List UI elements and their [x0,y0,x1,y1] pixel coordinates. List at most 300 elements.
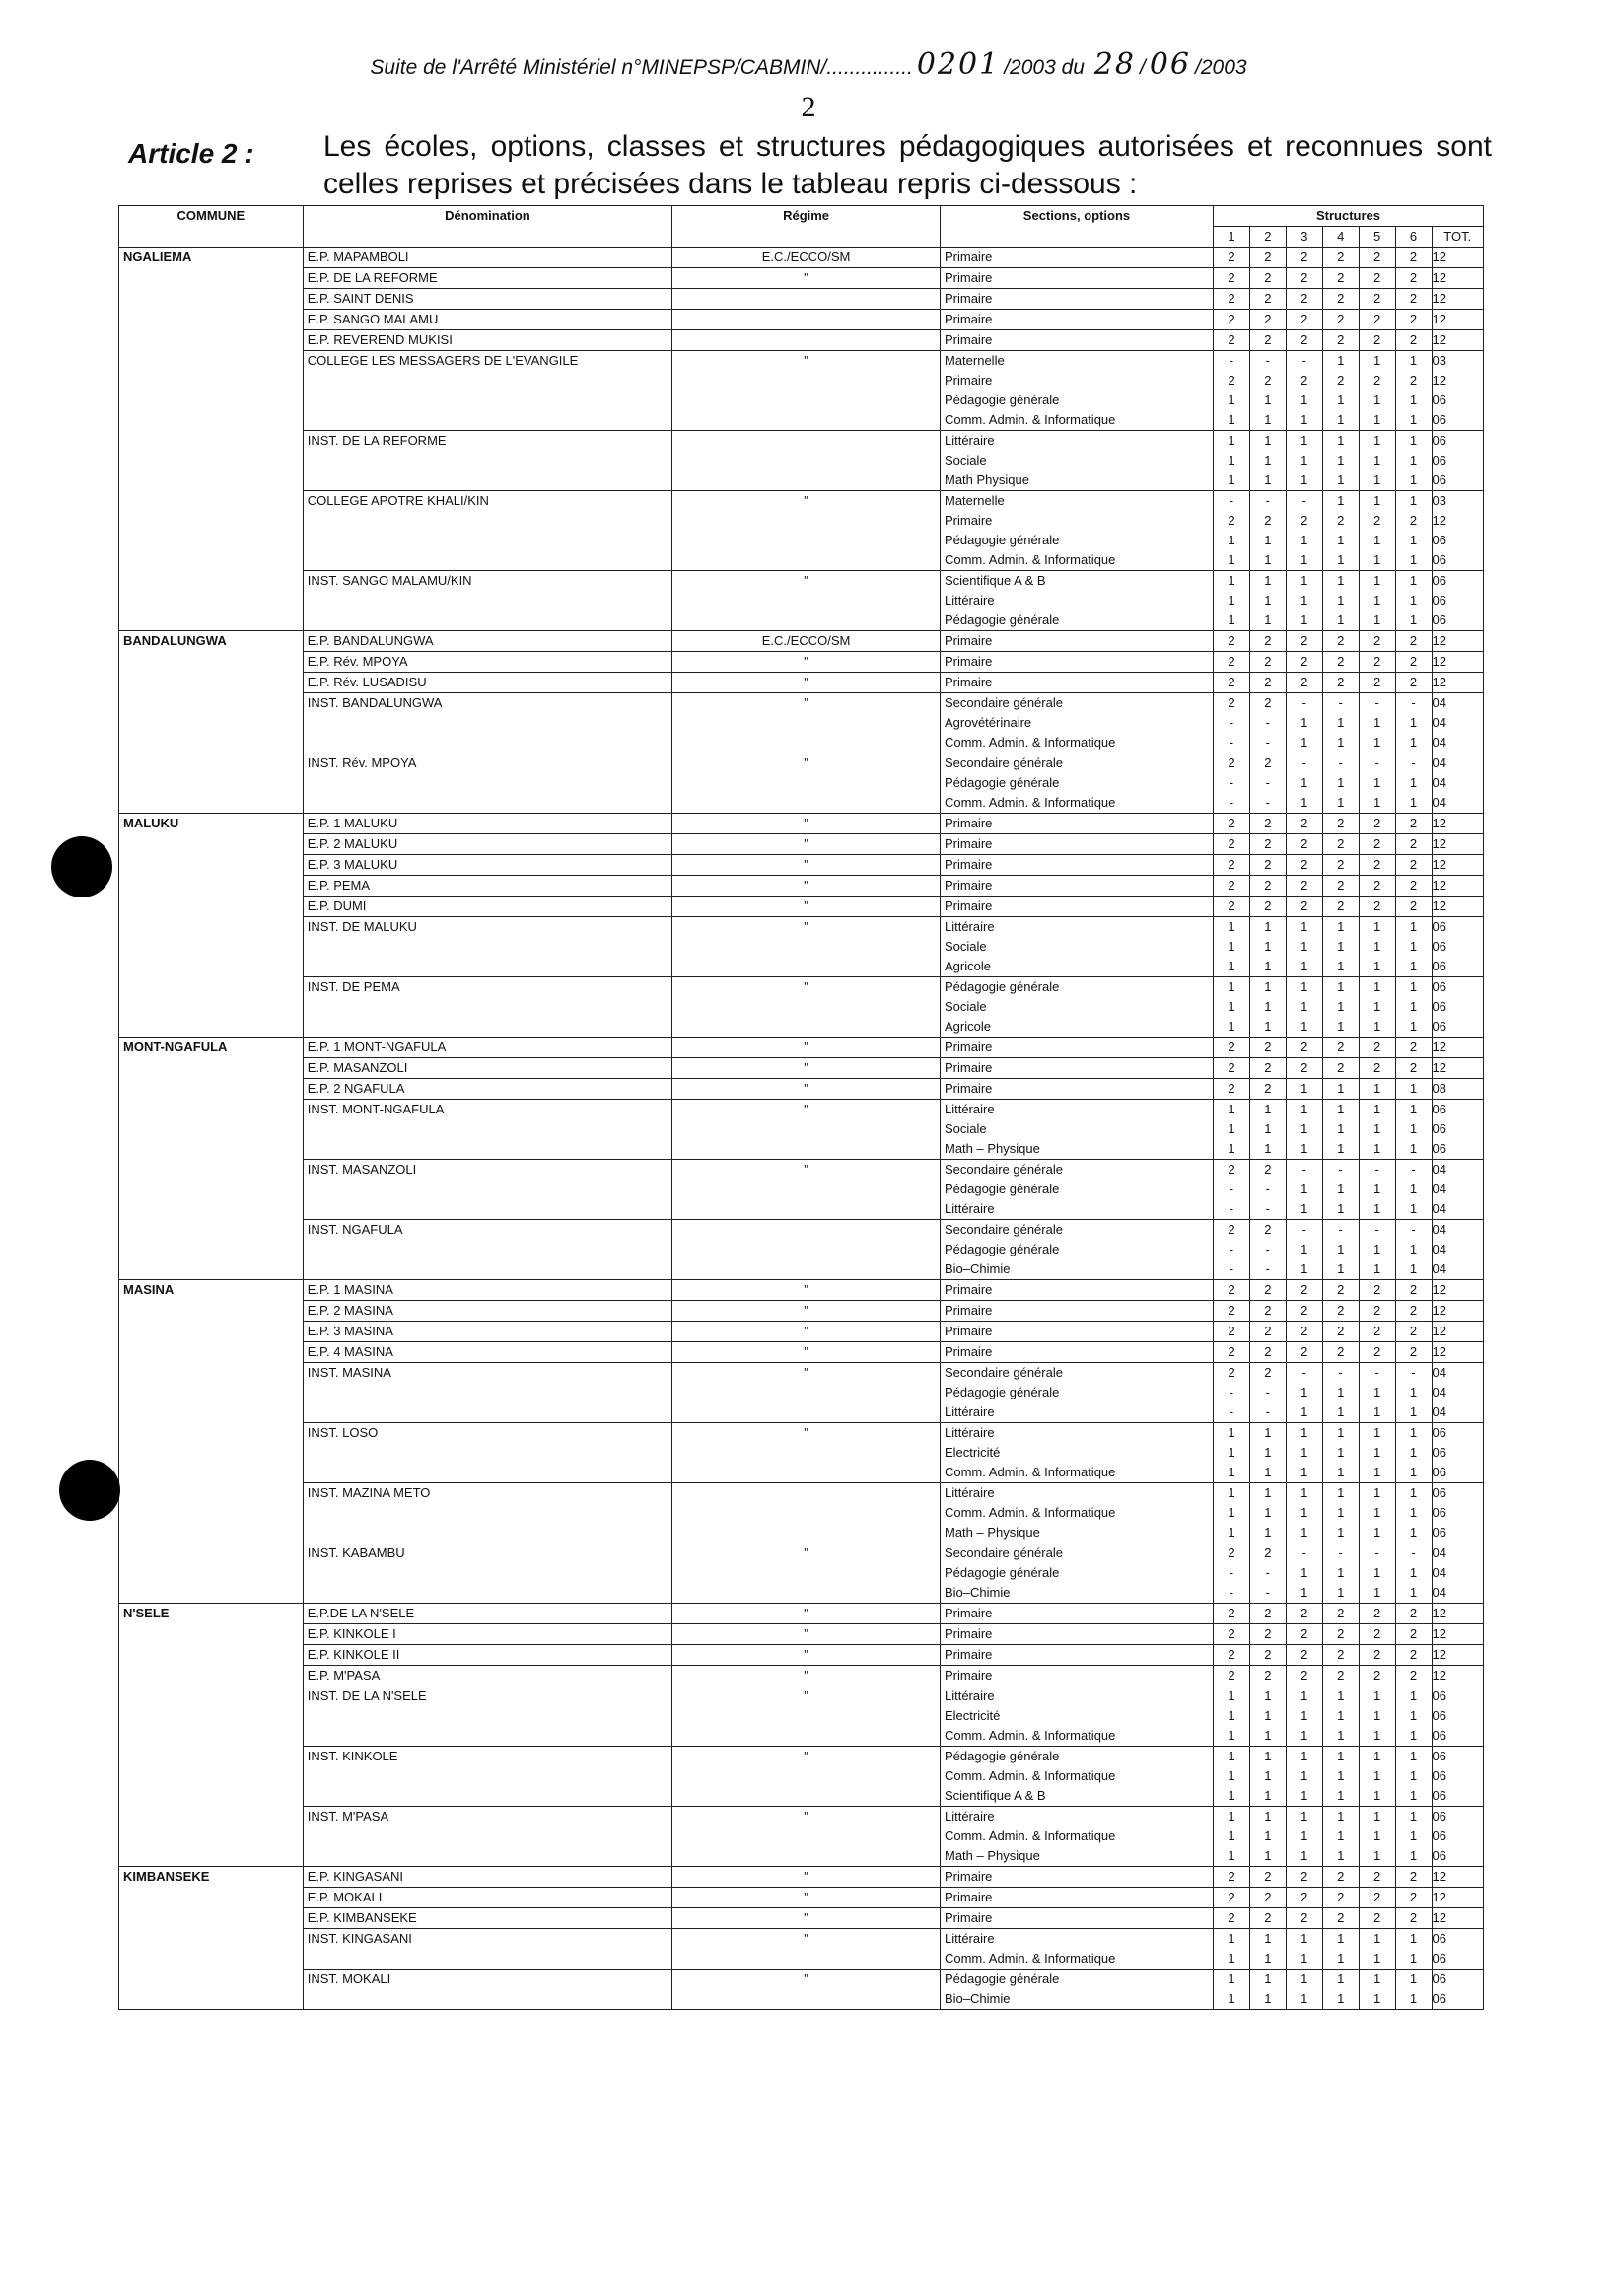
structure-value: 2 [1301,1324,1308,1338]
structure-cell [1213,855,1249,876]
section-option: Pédagogie générale [944,1242,1060,1256]
structure-value: 1 [1409,715,1418,730]
section-option: Primaire [944,1647,993,1662]
structure-value: 12 [1432,675,1446,689]
school-name-cell: E.P. BANDALUNGWA [303,631,671,652]
structure-cell [1359,1624,1395,1645]
structure-value: 2 [1264,291,1272,306]
structure-value: 1 [1373,412,1381,427]
structure-value: 03 [1432,353,1446,368]
section-cell [940,1038,1213,1058]
structure-value: 2 [1373,250,1381,264]
structure-cell [1359,310,1395,330]
structure-value: 1 [1301,612,1308,627]
total-cell [1432,1322,1484,1342]
structure-value: 04 [1432,1182,1446,1196]
total-cell [1432,330,1484,351]
structure-value: 2 [1337,654,1345,669]
section-option: Agrovétérinaire [944,715,1032,730]
section-option: Bio–Chimie [944,1991,1011,2006]
structure-cell [1213,1929,1249,1970]
structure-value: 2 [1409,836,1418,851]
structure-cell [1286,431,1322,491]
section-cell [940,1807,1213,1867]
structure-value: 2 [1337,836,1345,851]
structure-cell [1286,1280,1322,1301]
structure-value: 2 [1264,1545,1272,1560]
structure-value: 1 [1337,1972,1345,1986]
structure-value: 1 [1228,472,1235,487]
section-cell [940,834,1213,855]
structure-value: 1 [1228,1931,1235,1946]
structure-value: 1 [1409,472,1418,487]
structure-value: 1 [1264,999,1272,1014]
school-name-cell: INST. MOKALI [303,1970,671,2010]
structure-cell [1359,1483,1395,1543]
structure-cell [1395,1058,1432,1079]
structure-value: - [1301,353,1306,368]
structure-cell [1395,248,1432,268]
section-option: Agricole [944,959,991,973]
structure-cell [1322,897,1359,917]
structure-value: 1 [1228,959,1235,973]
structure-value: 2 [1409,332,1418,347]
structure-cell [1249,1079,1286,1100]
table-row [119,1483,1484,1543]
col-header-6: 6 [1395,227,1432,248]
structure-value: 2 [1301,250,1308,264]
structure-cell [1249,753,1286,814]
col-header-2: 2 [1249,227,1286,248]
section-option: Primaire [944,1344,993,1359]
structure-value: 1 [1373,775,1381,790]
structure-cell [1249,1666,1286,1686]
structure-value: 2 [1228,291,1235,306]
school-name-cell: E.P. 2 NGAFULA [303,1079,671,1100]
total-cell [1432,1079,1484,1100]
structure-value: 1 [1337,1385,1345,1399]
structure-value: 1 [1301,1182,1308,1196]
structure-value: 2 [1373,1869,1381,1884]
structure-value: 04 [1432,1365,1446,1380]
section-option: Primaire [944,1081,993,1096]
structure-value: 1 [1409,533,1418,547]
structure-value: 1 [1373,919,1381,934]
school-name-cell: E.P. KIMBANSEKE [303,1908,671,1929]
structure-value: 1 [1301,1505,1308,1520]
section-option: Primaire [944,1626,993,1641]
total-cell [1432,1160,1484,1220]
structure-value: 1 [1409,552,1418,567]
structure-value: 1 [1264,1951,1272,1966]
structure-cell [1213,1363,1249,1423]
structure-value: 2 [1264,1606,1272,1620]
structure-value: - [1265,1242,1271,1256]
table-row [119,1624,1484,1645]
section-option: Math – Physique [944,1141,1040,1156]
structure-value: 1 [1409,1972,1418,1986]
school-name-cell: E.P. MOKALI [303,1888,671,1908]
section-cell [940,1604,1213,1624]
structure-value: 1 [1373,735,1381,750]
structure-value: 2 [1228,695,1235,710]
structure-value: 1 [1264,1505,1272,1520]
col-header-3: 3 [1286,227,1322,248]
structure-cell [1359,977,1395,1038]
structure-value: 04 [1432,1201,1446,1216]
table-row [119,571,1484,631]
structure-cell [1213,1342,1249,1363]
structure-cell [1322,855,1359,876]
table-row [119,917,1484,977]
structure-cell [1286,1100,1322,1160]
regime-cell: " [672,1970,941,2010]
structure-value: 2 [1301,1910,1308,1925]
structure-value: 1 [1301,1749,1308,1763]
structure-value: 1 [1301,593,1308,608]
structure-value: 2 [1264,1647,1272,1662]
structure-cell [1395,1301,1432,1322]
section-cell [940,1220,1213,1280]
structure-cell [1286,1807,1322,1867]
structure-value: 2 [1264,1910,1272,1925]
section-option: Pédagogie générale [944,393,1060,407]
section-option: Littéraire [944,1688,995,1703]
handwritten-date-day: 28 [1093,47,1136,82]
structure-value: 1 [1337,1788,1345,1803]
structure-value: 1 [1409,979,1418,994]
structure-value: 1 [1264,1768,1272,1783]
structure-value: 2 [1264,1060,1272,1075]
section-option: Primaire [944,633,993,648]
structure-value: 1 [1373,1708,1381,1723]
structure-cell [1249,855,1286,876]
structure-value: 1 [1228,1991,1235,2006]
structure-value: 1 [1301,1081,1308,1096]
structure-cell [1359,248,1395,268]
structure-cell [1322,1624,1359,1645]
regime-cell: " [672,876,941,897]
structure-value: 1 [1337,715,1345,730]
structure-value: 1 [1301,1708,1308,1723]
structure-value: 1 [1337,472,1345,487]
structure-value: 1 [1228,612,1235,627]
regime-cell: " [672,1543,941,1604]
regime-cell: " [672,1160,941,1220]
structure-cell [1322,753,1359,814]
total-cell [1432,1624,1484,1645]
structure-cell [1286,1686,1322,1747]
structure-value: 1 [1301,453,1308,467]
structure-value: 1 [1337,1102,1345,1116]
regime-cell: " [672,1363,941,1423]
structure-value: 1 [1409,999,1418,1014]
structure-value: 2 [1228,654,1235,669]
structure-value: 1 [1301,472,1308,487]
structure-value: 1 [1228,1425,1235,1440]
structure-cell [1395,1342,1432,1363]
structure-cell [1359,1747,1395,1807]
structure-cell [1286,1220,1322,1280]
table-row [119,351,1484,431]
section-option: Sociale [944,999,987,1014]
structure-value: 1 [1301,1931,1308,1946]
school-name-cell: INST. KABAMBU [303,1543,671,1604]
structure-value: 1 [1409,735,1418,750]
structure-value: - [1229,1242,1234,1256]
total-cell [1432,834,1484,855]
structure-value: - [1301,1162,1306,1177]
structure-cell [1395,1543,1432,1604]
section-option: Comm. Admin. & Informatique [944,552,1116,567]
commune-cell: MASINA [119,1280,304,1604]
total-cell [1432,1220,1484,1280]
structure-value: - [1265,493,1271,508]
section-cell [940,351,1213,431]
structure-value: 1 [1264,1788,1272,1803]
structure-cell [1322,977,1359,1038]
structure-value: 2 [1264,755,1272,770]
structure-cell [1359,1888,1395,1908]
structure-cell [1213,1100,1249,1160]
structure-cell [1286,1929,1322,1970]
structure-value: 1 [1264,573,1272,588]
structure-value: 2 [1409,1282,1418,1297]
punch-hole-top [51,836,112,897]
regime-cell: " [672,814,941,834]
structure-value: 2 [1264,816,1272,830]
header-mid: /2003 du [1004,56,1090,79]
structure-cell [1322,1747,1359,1807]
structure-value: 2 [1228,836,1235,851]
structure-value: 2 [1373,1040,1381,1054]
school-name-cell: INST. Rév. MPOYA [303,753,671,814]
structure-value: 2 [1264,695,1272,710]
structure-value: 2 [1337,1869,1345,1884]
structure-value: 2 [1228,312,1235,326]
structure-cell [1213,631,1249,652]
structure-value: 06 [1432,1848,1446,1863]
structure-value: 12 [1432,1910,1446,1925]
structure-cell [1359,1423,1395,1483]
structure-value: 1 [1228,1788,1235,1803]
structure-cell [1213,1038,1249,1058]
section-cell [940,814,1213,834]
structure-value: 2 [1337,291,1345,306]
school-name-cell: COLLEGE LES MESSAGERS DE L'EVANGILE [303,351,671,431]
section-option: Littéraire [944,1809,995,1824]
structure-cell [1249,917,1286,977]
structure-value: 1 [1373,1019,1381,1034]
col-header-commune: COMMUNE [119,206,304,248]
structure-value: 1 [1373,552,1381,567]
structure-cell [1395,1079,1432,1100]
structure-cell [1322,814,1359,834]
total-cell [1432,289,1484,310]
structure-value: - [1265,1182,1271,1196]
structure-value: 2 [1337,312,1345,326]
structure-cell [1213,1970,1249,2010]
section-cell [940,1867,1213,1888]
structure-value: 1 [1337,1931,1345,1946]
structure-value: 1 [1228,593,1235,608]
page-number: 2 [801,91,816,123]
table-row [119,977,1484,1038]
school-name-cell: E.P. MAPAMBOLI [303,248,671,268]
section-option: Primaire [944,1606,993,1620]
structure-value: 12 [1432,1060,1446,1075]
structure-value: 04 [1432,1565,1446,1580]
section-option: Secondaire générale [944,1365,1063,1380]
structure-cell [1395,834,1432,855]
total-cell [1432,1604,1484,1624]
structure-value: 1 [1373,1102,1381,1116]
school-name-cell: E.P. M'PASA [303,1666,671,1686]
structure-value: 1 [1409,1708,1418,1723]
structure-value: 12 [1432,291,1446,306]
structure-value: 06 [1432,979,1446,994]
table-row [119,876,1484,897]
structure-value: 1 [1264,1749,1272,1763]
structure-value: 1 [1373,1081,1381,1096]
structure-cell [1213,330,1249,351]
section-option: Primaire [944,1910,993,1925]
structure-value: - [1265,795,1271,810]
structure-value: - [1338,1162,1343,1177]
structure-value: 1 [1409,1242,1418,1256]
structure-value: 2 [1228,755,1235,770]
structure-cell [1249,268,1286,289]
structure-value: 1 [1337,1019,1345,1034]
structure-value: 2 [1409,270,1418,285]
section-cell [940,673,1213,693]
structure-value: 1 [1373,573,1381,588]
structure-cell [1395,855,1432,876]
structure-cell [1359,491,1395,571]
section-option: Primaire [944,1040,993,1054]
structure-value: 1 [1373,1505,1381,1520]
structure-cell [1213,1888,1249,1908]
structure-value: 1 [1373,1485,1381,1500]
structure-value: 1 [1264,1848,1272,1863]
section-cell [940,248,1213,268]
structure-value: 1 [1264,1445,1272,1460]
structure-value: 12 [1432,1282,1446,1297]
section-option: Sociale [944,939,987,954]
structure-cell [1395,289,1432,310]
structure-value: 1 [1337,1505,1345,1520]
structure-value: 1 [1301,533,1308,547]
structure-cell [1322,876,1359,897]
structure-cell [1395,876,1432,897]
structure-cell [1359,693,1395,753]
structure-cell [1249,1423,1286,1483]
structure-value: 2 [1264,1869,1272,1884]
table-row [119,1079,1484,1100]
structure-value: 1 [1373,979,1381,994]
structure-value: 2 [1373,312,1381,326]
structure-value: 1 [1373,593,1381,608]
structure-cell [1213,248,1249,268]
structure-cell [1249,1604,1286,1624]
structure-cell [1395,1322,1432,1342]
structure-value: 1 [1409,1404,1418,1419]
structure-value: 2 [1301,1626,1308,1641]
section-option: Comm. Admin. & Informatique [944,735,1116,750]
commune-cell: MONT-NGAFULA [119,1038,304,1280]
structure-cell [1395,1970,1432,2010]
structure-value: 1 [1409,1445,1418,1460]
table-row [119,631,1484,652]
table-row [119,1058,1484,1079]
structure-cell [1249,248,1286,268]
section-option: Littéraire [944,1102,995,1116]
section-option: Primaire [944,836,993,851]
structure-value: 1 [1337,999,1345,1014]
section-option: Littéraire [944,1485,995,1500]
total-cell [1432,491,1484,571]
structure-value: 1 [1337,919,1345,934]
header-prefix: Suite de l'Arrêté Ministériel n°MINEPSP/CABMIN/ [370,56,827,79]
structure-value: 2 [1409,1606,1418,1620]
structure-cell [1395,491,1432,571]
structure-value: 2 [1373,1910,1381,1925]
structure-cell [1395,917,1432,977]
structure-cell [1249,491,1286,571]
structure-value: 2 [1409,1303,1418,1318]
structure-cell [1249,330,1286,351]
section-option: Primaire [944,1668,993,1683]
structure-cell [1359,814,1395,834]
commune-cell: KIMBANSEKE [119,1867,304,2010]
regime-cell: " [672,1747,941,1807]
structure-value: 2 [1373,1282,1381,1297]
structure-value: - [1411,1162,1416,1177]
school-name-cell: E.P. 1 MALUKU [303,814,671,834]
total-cell [1432,1929,1484,1970]
structure-value: 2 [1228,1282,1235,1297]
total-cell [1432,1363,1484,1423]
structure-value: 1 [1337,795,1345,810]
school-name-cell: INST. M'PASA [303,1807,671,1867]
structure-value: 06 [1432,552,1446,567]
structure-cell [1213,1058,1249,1079]
structure-value: 2 [1301,1060,1308,1075]
structure-value: 2 [1228,1365,1235,1380]
structure-value: 1 [1337,775,1345,790]
section-option: Secondaire générale [944,1222,1063,1237]
structure-value: 1 [1264,1688,1272,1703]
structure-value: 1 [1337,1585,1345,1600]
structure-value: 2 [1337,513,1345,528]
regime-cell: " [672,897,941,917]
structure-cell [1213,1686,1249,1747]
structure-value: 1 [1264,433,1272,448]
structure-value: 1 [1409,795,1418,810]
section-cell [940,330,1213,351]
structure-value: 2 [1337,1040,1345,1054]
structure-cell [1249,1100,1286,1160]
structure-value: 2 [1264,1040,1272,1054]
structure-value: - [1301,755,1306,770]
structure-cell [1359,431,1395,491]
structure-value: - [1229,775,1234,790]
structure-value: 2 [1264,1365,1272,1380]
structure-cell [1322,571,1359,631]
structure-cell [1359,917,1395,977]
structure-value: 2 [1264,878,1272,893]
structure-value: 2 [1301,654,1308,669]
